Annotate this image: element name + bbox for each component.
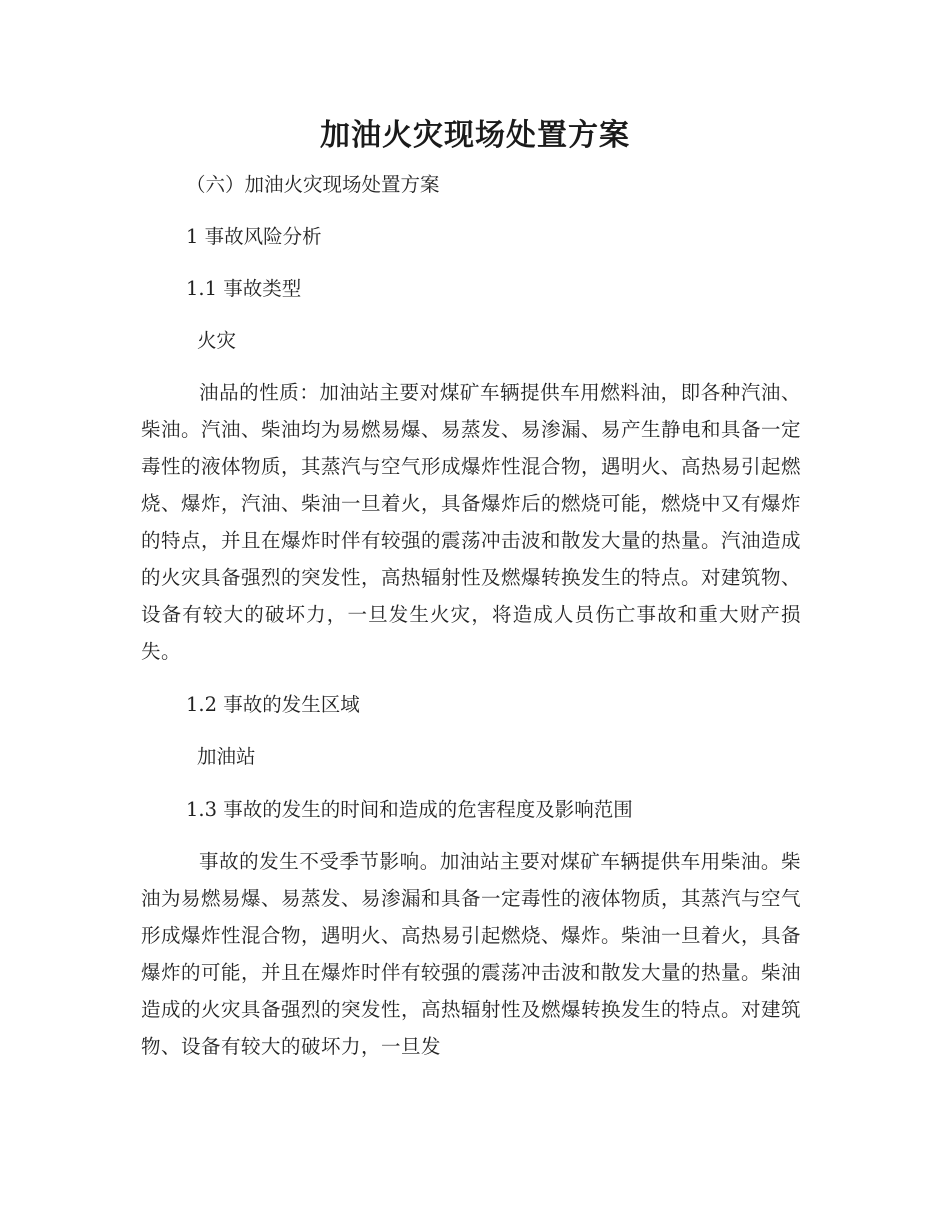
oil-properties-paragraph: 油品的性质：加油站主要对煤矿车辆提供车用燃料油，即各种汽油、柴油。汽油、柴油均为易燃易爆、易蒸发、易渗漏、易产生静电和具备一定毒性的液体物质，其蒸汽与空气形成爆炸性混合物，遇明火、高热易引起燃烧、爆炸，汽油、柴油一旦着火，具备爆炸后的燃烧可能，燃烧中又有爆炸的特点，并且在爆炸时伴有较强的震荡冲击波和散发大量的热量。汽油造成的火灾具备强烈的突发性，高热辐射性及燃爆转换发生的特点。对建筑物、设备有较大的破坏力，一旦发生火灾，将造成人员伤亡事故和重大财产损失。 <box>141 381 802 663</box>
section-heading-1-2: 1.2 事故的发生区域 <box>186 693 360 716</box>
accident-type-text: 火灾 <box>197 329 237 352</box>
subtitle: （六）加油火灾现场处置方案 <box>186 173 440 196</box>
document-title: 加油火灾现场处置方案 <box>320 118 630 153</box>
section-heading-1: 1 事故风险分析 <box>186 225 322 248</box>
section-heading-1-3: 1.3 事故的发生的时间和造成的危害程度及影响范围 <box>186 798 633 821</box>
accident-area-text: 加油站 <box>197 745 256 768</box>
section-heading-1-1: 1.1 事故类型 <box>186 277 302 300</box>
accident-impact-paragraph: 事故的发生不受季节影响。加油站主要对煤矿车辆提供车用柴油。柴油为易燃易爆、易蒸发、易渗漏和具备一定毒性的液体物质，其蒸汽与空气形成爆炸性混合物，遇明火、高热易引起燃烧、爆炸。柴油一旦着火，具备爆炸的可能，并且在爆炸时伴有较强的震荡冲击波和散发大量的热量。柴油造成的火灾具备强烈的突发性，高热辐射性及燃爆转换发生的特点。对建筑物、设备有较大的破坏力，一旦发 <box>141 850 802 1058</box>
